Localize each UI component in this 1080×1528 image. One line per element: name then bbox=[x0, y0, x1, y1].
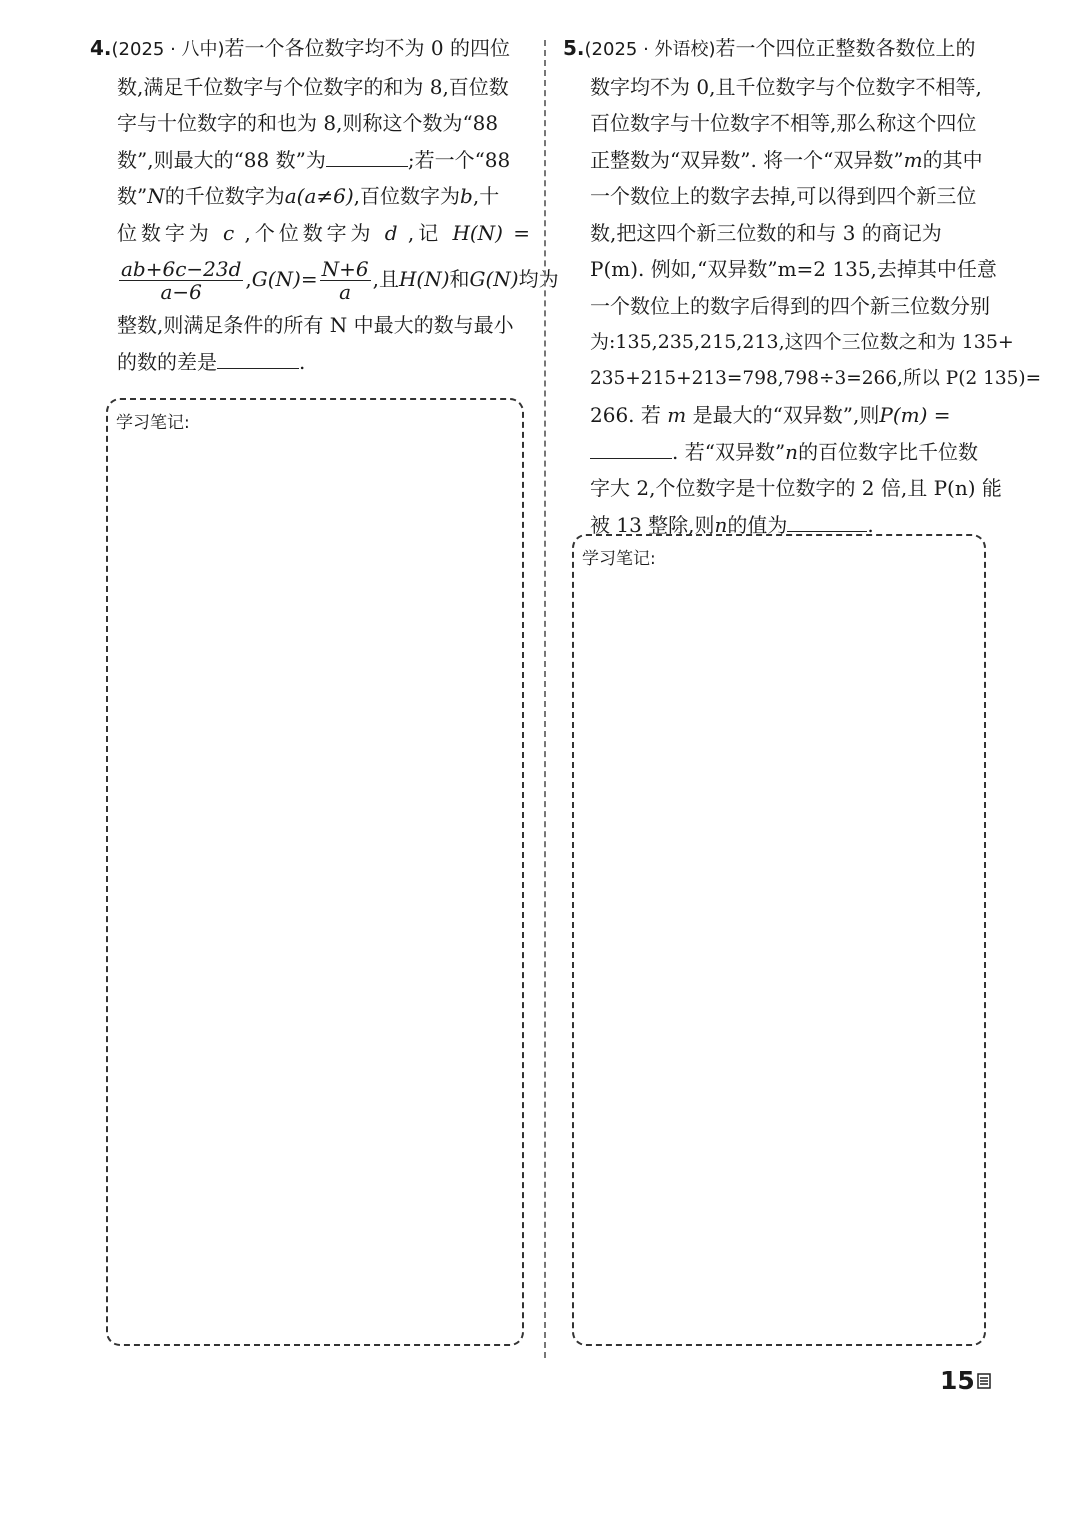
question-4 bbox=[90, 30, 559, 380]
question-text: 均为 bbox=[518, 267, 559, 291]
answer-blank[interactable] bbox=[217, 348, 299, 369]
notes-label: 学习笔记: bbox=[582, 549, 656, 569]
question-text: . 若“双异数” bbox=[672, 439, 786, 464]
math-expression: G(N) bbox=[469, 267, 519, 291]
question-number: 4. bbox=[90, 36, 112, 60]
question-text: 235+215+213=798,798÷3=266,所以 P(2 135)= bbox=[590, 367, 1042, 389]
question-source: (2025 · 八中) bbox=[111, 39, 225, 60]
question-text: 字与十位数字的和也为 8,则称这个数为“88 bbox=[117, 111, 499, 135]
question-text: ;若一个“88 bbox=[407, 147, 511, 172]
question-text: , bbox=[245, 267, 252, 291]
math-variable: m bbox=[667, 403, 687, 427]
question-text: 数,把这四个新三位数的和与 3 的商记为 bbox=[590, 220, 942, 245]
question-text: 的值为 bbox=[727, 512, 788, 537]
question-text: ,个位数字为 bbox=[244, 220, 375, 245]
question-text: 百位数字与十位数字不相等,那么称这个四位 bbox=[590, 111, 977, 135]
question-text: 位数字为 bbox=[117, 220, 213, 245]
question-text: 的千位数字为 bbox=[164, 184, 285, 208]
question-number: 5. bbox=[563, 36, 585, 60]
math-variable: N bbox=[147, 184, 165, 208]
question-text: 是最大的“双异数”,则 bbox=[692, 403, 880, 427]
question-text: 数” bbox=[117, 184, 148, 208]
fraction-numerator: N+6 bbox=[321, 257, 369, 281]
question-text: ,百位数字为 bbox=[353, 184, 461, 208]
fraction-g bbox=[320, 258, 371, 303]
page-corner-icon bbox=[977, 1373, 991, 1389]
notes-label: 学习笔记: bbox=[116, 413, 190, 433]
question-text: . bbox=[867, 512, 874, 537]
math-expression: G(N)= bbox=[251, 267, 318, 291]
question-text: 正整数为“双异数”. 将一个“双异数” bbox=[590, 147, 904, 172]
question-text: 的百位数字比千位数 bbox=[798, 439, 979, 464]
question-5 bbox=[563, 30, 1042, 543]
fraction-numerator: ab+6c−23d bbox=[121, 257, 242, 281]
question-text: 数字均不为 0,且千位数字与个位数字不相等, bbox=[590, 74, 982, 99]
study-notes-box[interactable] bbox=[572, 534, 986, 1346]
math-expression: H(N) bbox=[452, 220, 503, 245]
math-variable: b bbox=[460, 184, 473, 208]
question-text: 数,满足千位数字与个位数字的和为 8,百位数 bbox=[117, 74, 509, 99]
study-notes-box[interactable] bbox=[106, 398, 524, 1346]
question-source: (2025 · 外语校) bbox=[584, 39, 716, 60]
question-text: 整数,则满足条件的所有 N 中最大的数与最小 bbox=[117, 313, 514, 337]
question-text: . bbox=[299, 349, 306, 374]
math-expression: P(m) bbox=[879, 403, 928, 427]
question-text: = bbox=[513, 220, 531, 245]
answer-blank[interactable] bbox=[590, 438, 672, 459]
math-variable: n bbox=[714, 512, 728, 537]
fraction-h bbox=[119, 258, 243, 303]
question-text: 若一个四位正整数各数位上的 bbox=[715, 36, 976, 60]
question-text: 被 13 整除,则 bbox=[590, 512, 715, 537]
math-variable: n bbox=[785, 439, 799, 464]
question-text: 为:135,235,215,213,这四个三位数之和为 135+ bbox=[590, 331, 1014, 353]
math-variable: c bbox=[223, 220, 235, 245]
column-divider bbox=[544, 40, 546, 1358]
question-text: = bbox=[933, 403, 951, 427]
question-text: 一个数位上的数字去掉,可以得到四个新三位 bbox=[590, 184, 977, 208]
math-variable: m bbox=[903, 147, 923, 172]
question-text: 数”,则最大的“88 数”为 bbox=[117, 147, 326, 172]
question-text: ,记 bbox=[407, 220, 443, 245]
answer-blank[interactable] bbox=[787, 511, 867, 532]
question-text: 的其中 bbox=[922, 147, 983, 172]
question-text: P(m). 例如,“双异数” bbox=[590, 257, 778, 281]
math-expression: a(a≠6) bbox=[284, 184, 354, 208]
question-text: m=2 135,去掉其中任意 bbox=[777, 257, 997, 281]
question-text: 一个数位上的数字后得到的四个新三位数分别 bbox=[590, 293, 990, 318]
page-number: 15 bbox=[940, 1366, 975, 1395]
question-text: 和 bbox=[449, 267, 470, 291]
question-text: 266. 若 bbox=[590, 403, 661, 427]
answer-blank[interactable] bbox=[326, 146, 408, 167]
math-variable: d bbox=[384, 220, 398, 245]
question-text: 字大 2,个位数字是十位数字的 2 倍,且 P(n) 能 bbox=[590, 476, 1002, 500]
question-text: ,且 bbox=[372, 267, 399, 291]
question-text: 若一个各位数字均不为 0 的四位 bbox=[224, 36, 510, 60]
fraction-denominator: a bbox=[339, 280, 352, 304]
fraction-denominator: a−6 bbox=[160, 280, 202, 304]
math-expression: H(N) bbox=[398, 267, 450, 291]
question-text: 的数的差是 bbox=[117, 349, 217, 374]
question-text: ,十 bbox=[472, 184, 500, 208]
